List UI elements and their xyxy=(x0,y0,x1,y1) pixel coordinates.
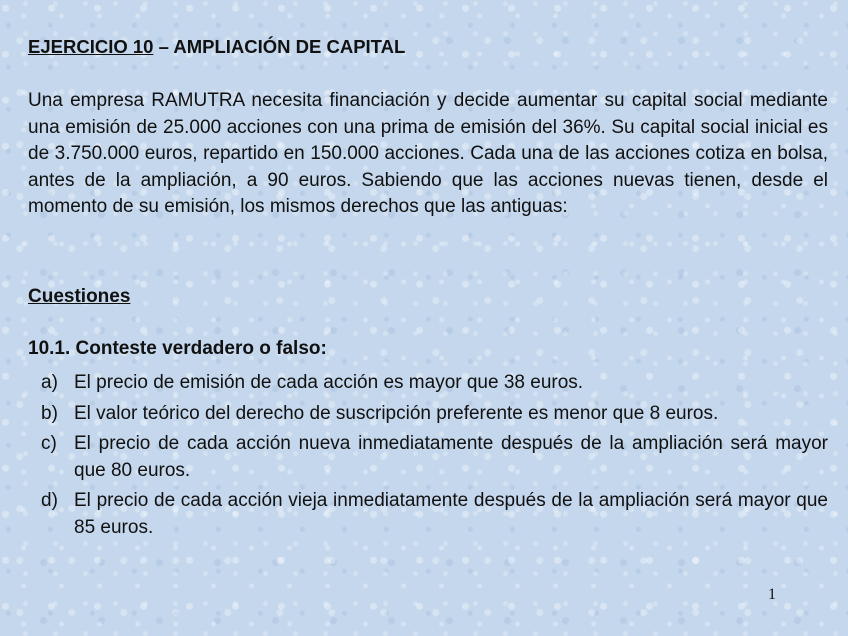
exercise-title xyxy=(28,36,405,58)
section-title: Cuestiones xyxy=(28,286,131,307)
option-item xyxy=(28,488,828,541)
question-title: 10.1. Conteste verdadero o falso: xyxy=(28,338,327,359)
problem-statement: Una empresa RAMUTRA necesita financiación y decide aumentar su capital social mediante una emisión de 25.000 acciones con una prima de emisión del 36%. Su capital social inicial es de 3.750.000 euros, repartido en 150.000 acciones. Cada una de las acciones cotiza en bolsa, antes de la ampliación, a 90 euros. Sabiendo que las acciones nuevas tienen, desde el momento de su emisión, los mismos derechos que las antiguas: xyxy=(28,90,828,217)
option-marker: b) xyxy=(41,402,58,424)
exercise-heading: AMPLIACIÓN DE CAPITAL xyxy=(173,36,406,57)
option-item xyxy=(28,370,828,397)
option-item xyxy=(28,401,828,428)
option-marker: d) xyxy=(41,490,58,511)
option-text: El precio de cada acción vieja inmediatamente después de la ampliación será mayor que 85 euros. xyxy=(74,490,828,538)
option-text: El precio de emisión de cada acción es mayor que 38 euros. xyxy=(74,372,584,393)
title-separator: – xyxy=(153,36,174,57)
option-text: El precio de cada acción nueva inmediatamente después de la ampliación será mayor que 80 euros. xyxy=(74,433,828,481)
option-item xyxy=(28,431,828,484)
page-number: 1 xyxy=(768,586,776,603)
exercise-number: EJERCICIO 10 xyxy=(28,36,154,57)
option-marker: a) xyxy=(41,372,58,393)
option-text: El valor teórico del derecho de suscripción preferente es menor que 8 euros. xyxy=(74,402,719,424)
option-marker: c) xyxy=(41,433,57,454)
option-list xyxy=(28,370,828,545)
